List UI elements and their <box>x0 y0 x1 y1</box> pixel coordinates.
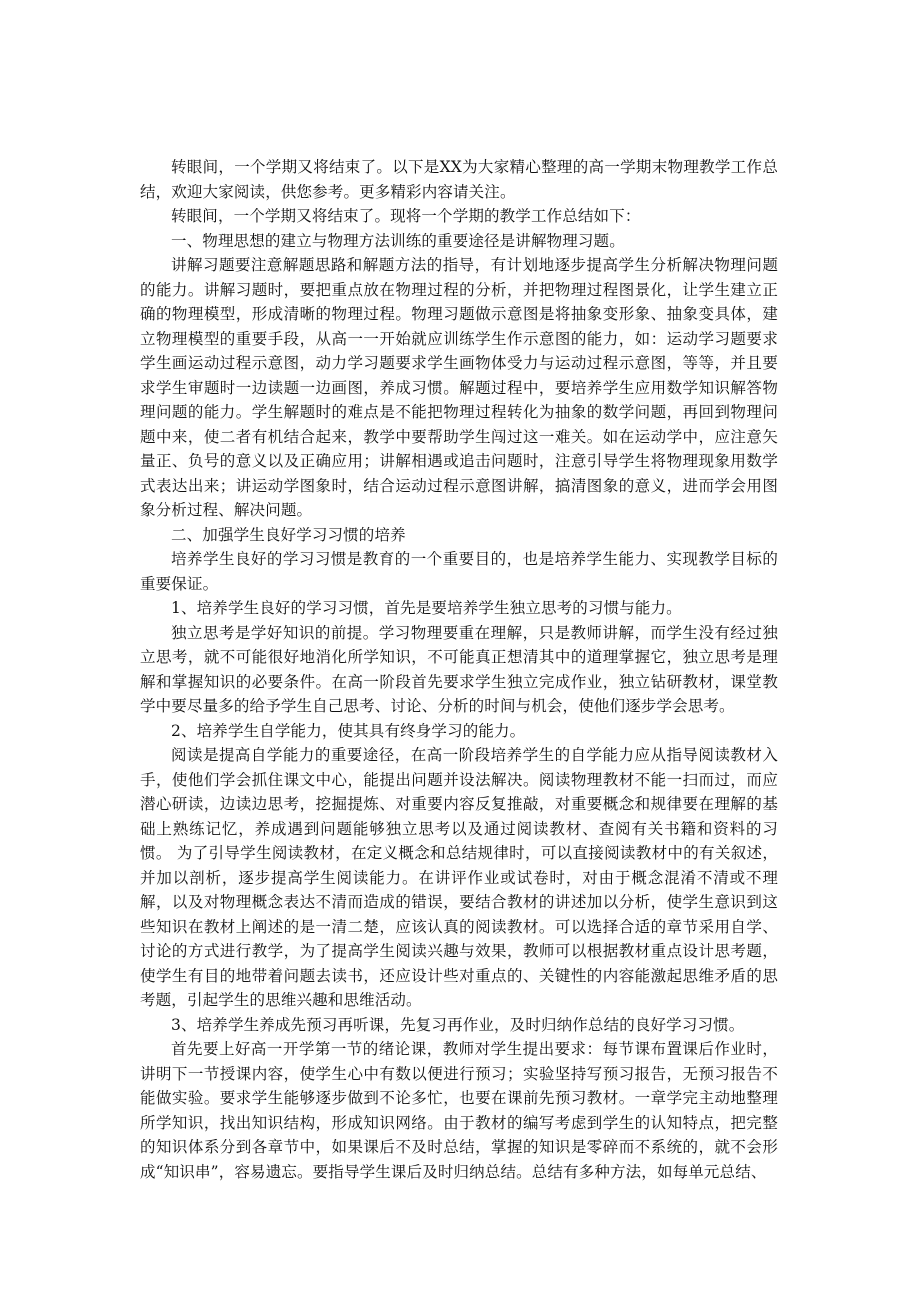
body-paragraph: 培养学生良好的学习习惯是教育的一个重要目的，也是培养学生能力、实现教学目标的重要保证。 <box>140 550 778 593</box>
subheading-1: 1、培养学生良好的学习习惯，首先是要培养学生独立思考的习惯与能力。 <box>171 599 682 617</box>
opening-paragraph: 转眼间，一个学期又将结束了。现将一个学期的教学工作总结如下： <box>171 207 641 225</box>
section-heading-1: 一、物理思想的建立与物理方法训练的重要途径是讲解物理习题。 <box>171 231 625 250</box>
section-heading-2: 二、加强学生良好学习习惯的培养 <box>171 525 406 544</box>
body-paragraph: 首先要上好高一开学第一节的绪论课，教师对学生提出要求：每节课布置课后作业时，讲明下一节授课内容，使学生心中有数以便进行预习；实验坚持写预习报告，无预习报告不能做实验。要求学生能够逐步做到不论多忙，也要在课前先预习教材。一章学完主动地整理所学知识，找出知识结构，形成知识网络。由于教材的编写考虑到学生的认知特点，把完整的知识体系分到各章节中，如果课后不及时总结，掌握的知识是零碎而不系统的，就不会形成“知识串”，容易遗忘。要指导学生课后及时归纳总结。总结有多种方法，如每单元总结、 <box>140 1040 778 1181</box>
document-body <box>140 155 778 1184</box>
intro-paragraph: 转眼间，一个学期又将结束了。以下是XX为大家精心整理的高一学期末物理教学工作总结，欢迎大家阅读，供您参考。更多精彩内容请关注。 <box>140 158 778 201</box>
body-paragraph: 阅读是提高自学能力的重要途径，在高一阶段培养学生的自学能力应从指导阅读教材入手，使他们学会抓住课文中心，能提出问题并设法解决。阅读物理教材不能一扫而过，而应潜心研读，边读边思考，挖掘提炼、对重要内容反复推敲，对重要概念和规律要在理解的基础上熟练记忆，养成遇到问题能够独立思考以及通过阅读教材、查阅有关书籍和资料的习惯。 为了引导学生阅读教材，在定义概念和总结规律时，可以直接阅读教材中的有关叙述，并加以剖析，逐步提高学生阅读能力。在讲评作业或试卷时，对由于概念混淆不清或不理解，以及对物理概念表达不清而造成的错误，要结合教材的讲述加以分析，使学生意识到这些知识在教材上阐述的是一清二楚，应该认真的阅读教材。可以选择合适的章节采用自学、讨论的方式进行教学，为了提高学生阅读兴趣与效果，教师可以根据教材重点设计思考题，使学生有目的地带着问题去读书，还应设计些对重点的、关键性的内容能激起思维矛盾的思考题，引起学生的思维兴趣和思维活动。 <box>140 746 778 1009</box>
subheading-3: 3、培养学生养成先预习再听课，先复习再作业，及时归纳作总结的良好学习习惯。 <box>171 1015 745 1034</box>
subheading-2: 2、培养学生自学能力，使其具有终身学习的能力。 <box>171 721 526 740</box>
body-paragraph: 讲解习题要注意解题思路和解题方法的指导，有计划地逐步提高学生分析解决物理问题的能力。讲解习题时，要把重点放在物理过程的分析，并把物理过程图景化，让学生建立正确的物理模型，形成清晰的物理过程。物理习题做示意图是将抽象变形象、抽象变具体，建立物理模型的重要手段，从高一一开始就应训练学生作示意图的能力，如：运动学习题要求学生画运动过程示意图，动力学习题要求学生画物体受力与运动过程示意图，等等，并且要求学生审题时一边读题一边画图，养成习惯。解题过程中，要培养学生应用数学知识解答物理问题的能力。学生解题时的难点是不能把物理过程转化为抽象的数学问题，再回到物理问题中来，使二者有机结合起来，教学中要帮助学生闯过这一难关。如在运动学中，应注意矢量正、负号的意义以及正确应用；讲解相遇或追击问题时，注意引导学生将物理现象用数学式表达出来；讲运动学图象时，结合运动过程示意图讲解，搞清图象的意义，进而学会用图象分析过程、解决问题。 <box>140 256 778 519</box>
body-paragraph: 独立思考是学好知识的前提。学习物理要重在理解，只是教师讲解，而学生没有经过独立思考，就不可能很好地消化所学知识，不可能真正想清其中的道理掌握它，独立思考是理解和掌握知识的必要条件。在高一阶段首先要求学生独立完成作业，独立钻研教材，课堂教学中要尽量多的给予学生自己思考、讨论、分析的时间与机会，使他们逐步学会思考。 <box>140 623 778 715</box>
